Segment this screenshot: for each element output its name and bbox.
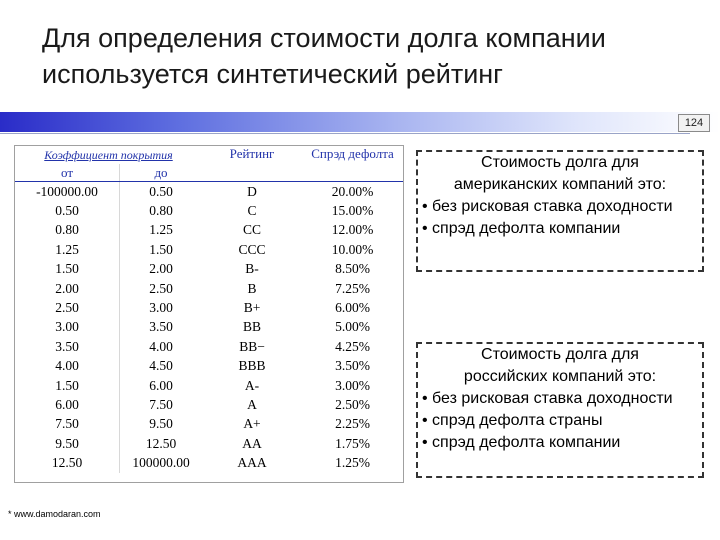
cell-from: 0.50: [55, 203, 79, 219]
cell-from: 1.50: [55, 377, 79, 393]
ru-box-heading-1: Стоимость долга для: [481, 346, 639, 363]
us-companies-box: [416, 150, 704, 272]
title-line-2: используется синтетический рейтинг: [42, 59, 504, 89]
cell-spread: 2.25%: [335, 416, 370, 432]
ru-box-item-riskfree: • без рисковая ставка доходности: [422, 390, 673, 407]
ru-box-heading-2: российских компаний это:: [463, 368, 657, 385]
cell-rating: B+: [243, 300, 261, 316]
header-gradient-band: [0, 112, 720, 132]
cell-from: 2.50: [55, 300, 79, 316]
rating-table: [14, 145, 404, 483]
us-box-item-riskfree: • без рисковая ставка доходности: [422, 198, 673, 215]
table-row: [15, 240, 403, 259]
table-row: [15, 415, 403, 434]
cell-rating: AAA: [237, 455, 267, 471]
cell-rating: AA: [242, 435, 262, 451]
cell-spread: 10.00%: [331, 241, 374, 257]
cell-from: 9.50: [55, 435, 79, 451]
table-row: [15, 182, 403, 202]
title-line-1: Для определения стоимости долга компании: [42, 23, 606, 53]
cell-spread: 4.25%: [335, 338, 370, 354]
header-from: от: [15, 164, 120, 182]
cell-spread: 7.25%: [335, 280, 370, 296]
cell-spread: 3.50%: [335, 358, 370, 374]
cell-spread: 1.75%: [335, 435, 370, 451]
cell-rating: C: [247, 203, 257, 219]
cell-to: 7.50: [120, 395, 203, 414]
cell-to: 2.00: [120, 260, 203, 279]
cell-to: 0.50: [120, 182, 203, 202]
table-row: [15, 376, 403, 395]
cell-from: 1.25: [55, 241, 79, 257]
cell-to: 1.25: [120, 221, 203, 240]
header-default-spread: Спрэд дефолта: [302, 146, 403, 182]
cell-rating: A: [247, 396, 257, 412]
table-row: [15, 434, 403, 453]
page-number: 124: [678, 114, 710, 132]
cell-from: 3.50: [55, 338, 79, 354]
rating-table-grid: [15, 146, 403, 473]
cell-rating: B-: [245, 261, 259, 277]
cell-spread: 8.50%: [335, 261, 370, 277]
cell-to: 6.00: [120, 376, 203, 395]
table-row: [15, 357, 403, 376]
cell-rating: BBB: [238, 358, 266, 374]
cell-rating: CCC: [238, 241, 266, 257]
source-footnote: * www.damodaran.com: [8, 509, 101, 519]
cell-to: 1.50: [120, 240, 203, 259]
cell-from: 3.00: [55, 319, 79, 335]
cell-to: 4.00: [120, 337, 203, 356]
table-row: [15, 395, 403, 414]
cell-rating: CC: [242, 222, 261, 238]
us-box-heading-1: Стоимость долга для: [481, 154, 639, 171]
cell-to: 100000.00: [120, 453, 203, 472]
cell-from: -100000.00: [36, 183, 98, 199]
cell-from: 0.80: [55, 222, 79, 238]
table-row: [15, 221, 403, 240]
header-rating: Рейтинг: [202, 146, 302, 182]
table-header-row: [15, 146, 403, 164]
us-box-heading-2: американских компаний это:: [453, 176, 667, 193]
table-row: [15, 279, 403, 298]
cell-to: 0.80: [120, 201, 203, 220]
cell-spread: 3.00%: [335, 377, 370, 393]
us-box-item-company-spread: • спрэд дефолта компании: [422, 220, 621, 237]
ru-box-item-company-spread: • спрэд дефолта компании: [422, 434, 621, 451]
cell-to: 3.00: [120, 298, 203, 317]
cell-to: 2.50: [120, 279, 203, 298]
header-to: до: [120, 164, 203, 182]
cell-spread: 6.00%: [335, 300, 370, 316]
cell-to: 9.50: [120, 415, 203, 434]
header-coverage-ratio: Коэффициент покрытия: [44, 147, 173, 162]
cell-from: 12.50: [51, 455, 83, 471]
table-row: [15, 337, 403, 356]
cell-to: 4.50: [120, 357, 203, 376]
ru-box-item-country-spread: • спрэд дефолта страны: [422, 412, 603, 429]
cell-spread: 2.50%: [335, 396, 370, 412]
cell-spread: 15.00%: [331, 203, 374, 219]
cell-rating: BB: [242, 319, 261, 335]
table-row: [15, 201, 403, 220]
cell-rating: A-: [244, 377, 260, 393]
cell-to: 12.50: [120, 434, 203, 453]
table-row: [15, 453, 403, 472]
cell-spread: 12.00%: [331, 222, 374, 238]
table-body: [15, 182, 403, 473]
cell-spread: 20.00%: [331, 183, 374, 199]
table-row: [15, 298, 403, 317]
cell-from: 4.00: [55, 358, 79, 374]
table-row: [15, 318, 403, 337]
slide-title: [42, 20, 702, 92]
ru-companies-box: [416, 342, 704, 478]
cell-rating: B: [247, 280, 257, 296]
cell-to: 3.50: [120, 318, 203, 337]
cell-from: 6.00: [55, 396, 79, 412]
cell-rating: D: [247, 183, 257, 199]
cell-from: 2.00: [55, 280, 79, 296]
cell-from: 7.50: [55, 416, 79, 432]
cell-rating: BB−: [239, 338, 265, 354]
cell-spread: 5.00%: [335, 319, 370, 335]
cell-spread: 1.25%: [335, 455, 370, 471]
cell-from: 1.50: [55, 261, 79, 277]
cell-rating: A+: [243, 416, 261, 432]
table-row: [15, 260, 403, 279]
